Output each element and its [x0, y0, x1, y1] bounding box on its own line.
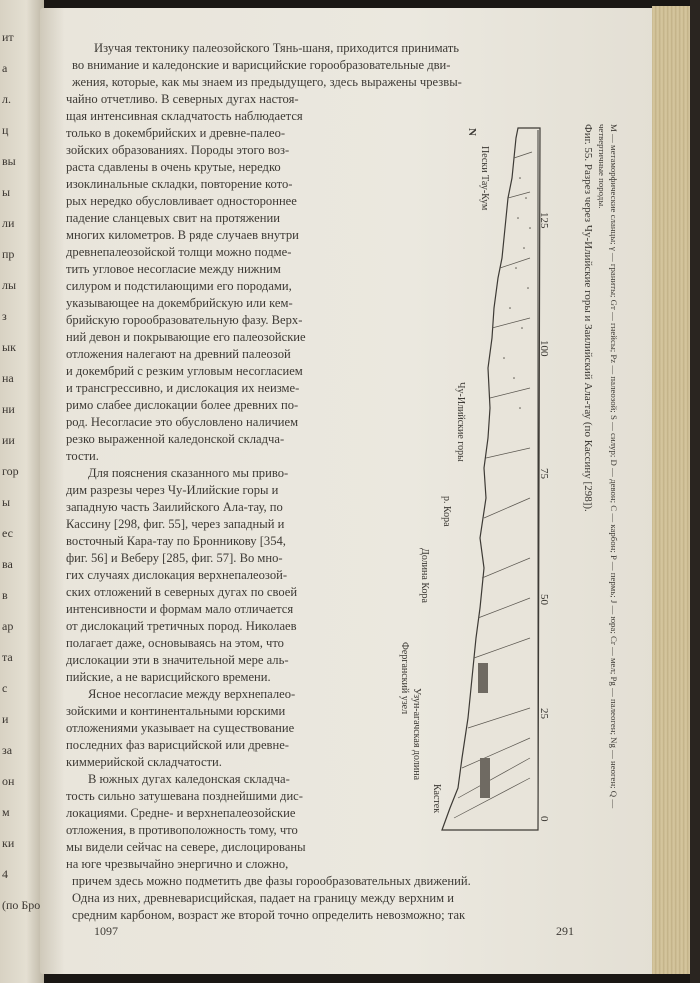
column-line: римо слабее дислокации более древних по- [66, 398, 299, 412]
place-label: Чу-Илийские горы [455, 382, 466, 462]
scale-tick-label: 75 [538, 468, 550, 479]
left-page-fragment: гор [2, 464, 19, 478]
column-line: Кассину [298, фиг. 55], через западный и [66, 517, 285, 531]
column-line: гих случаях дислокация верхнепалеозой- [66, 568, 288, 582]
column-line: пийские, а не варисцийского времени. [66, 670, 271, 684]
left-page-fragment: лы [2, 278, 17, 292]
left-page-fragment: ли [2, 216, 15, 230]
column-line: восточный Кара-тау по Бронникову [354, [66, 534, 286, 548]
column-line: раста сдавлены в очень крутые, нередко [66, 160, 281, 174]
left-page-fragment: ык [2, 340, 16, 354]
column-line: мы видели сейчас на севере, дислоцированы [66, 840, 306, 854]
north-label: N [466, 128, 478, 136]
closing-line: Одна из них, древневарисцийская, падает на границу между верхним и [72, 891, 454, 905]
column-line: многих километров. В ряде случаев внутри [66, 228, 299, 242]
left-page-fragment: ва [2, 557, 13, 571]
scale-tick-label: 25 [538, 708, 550, 719]
column-line: киммерийской складчатости. [66, 755, 222, 769]
profile-outline [442, 128, 540, 830]
figure-caption: Фиг. 55. Разрез через Чу-Илийские горы и Заилийский Ала-тау (по Кассину [298]). [582, 124, 594, 512]
left-page-fragment: ес [2, 526, 13, 540]
place-label: Ферганский узел [399, 642, 410, 715]
column-line: отложениями указывает на существование [66, 721, 295, 735]
column-line: локациями. Средне- и верхнепалеозойские [66, 806, 296, 820]
column-line: фиг. 56] и Веберу [285, фиг. 57]. Во мно- [66, 551, 283, 565]
column-line: от дислокаций третичных пород. Николаев [66, 619, 297, 633]
left-page-fragment: л. [2, 92, 11, 106]
left-page-fragment: ит [2, 30, 14, 44]
left-page-fragment: з [2, 309, 7, 323]
column-line: тить угловое несогласие между нижним [66, 262, 281, 276]
left-page-fragment: ии [2, 433, 15, 447]
left-page-fragment: ы [2, 495, 11, 509]
column-line: резко выраженной каледонской складча- [66, 432, 285, 446]
left-page-fragment: 4 [2, 867, 8, 881]
intro-paragraph [72, 40, 650, 91]
column-line: силуром и подстилающими его породами, [66, 279, 292, 293]
closing-paragraph [72, 873, 650, 924]
dark-band [478, 663, 488, 693]
column-line: и трансгрессивно, и дислокация их неизме- [66, 381, 300, 395]
place-label: Кастек [431, 784, 442, 814]
column-line: и докембрий с резким угловым несогласием [66, 364, 303, 378]
column-line: род. Несогласие это обусловлено наличием [66, 415, 299, 429]
column-line: отложения налегают на древний палеозой [66, 347, 291, 361]
column-line: дим разрезы через Чу-Илийские горы и [66, 483, 279, 497]
left-page-edge [0, 0, 44, 983]
left-page-fragment: ни [2, 402, 15, 416]
column-line: изоклинальные складки, повторение кото- [66, 177, 293, 191]
column-line: интенсивности и формам мало отличается [66, 602, 294, 616]
column-line: зойских образованиях. Породы этого воз- [66, 143, 290, 157]
figure-55 [380, 118, 650, 838]
scale-tick-label: 0 [538, 816, 550, 822]
left-page-fragment: за [2, 743, 13, 757]
column-line: ний девон и покрывающие его палеозойские [66, 330, 306, 344]
column-line: зойскими и континентальными юрскими [66, 704, 286, 718]
left-page-fragment: он [2, 774, 15, 788]
left-page-fragment: ы [2, 185, 11, 199]
closing-line: средним карбоном, возраст же второй точно определить невозможно; так [72, 908, 466, 922]
column-line: последних фаз варисцийской или древне- [66, 738, 289, 752]
place-label: р. Кора [441, 496, 452, 527]
column-text [66, 91, 366, 873]
column-line: рых нередко обусловливает одностороннее [66, 194, 297, 208]
place-label: Пески Тау-Кум [479, 146, 490, 211]
left-page-fragment: на [2, 371, 14, 385]
intro-line: жения, которые, как мы знаем из предыдущего, здесь выражены чрезвы- [72, 75, 462, 89]
scale-tick-label: 50 [538, 594, 550, 605]
left-page-fragment: та [2, 650, 13, 664]
column-line: дислокации эти в значительной мере аль- [66, 653, 289, 667]
left-page-fragment: ки [2, 836, 15, 850]
left-page-fragment: ар [2, 619, 14, 633]
column-line: указывающее на докембрийскую или кем- [66, 296, 293, 310]
left-page-fragment: а [2, 61, 8, 75]
column-line: полагает даже, основываясь на этом, что [66, 636, 284, 650]
column-line: В южных дугах каледонская складча- [88, 772, 290, 786]
left-page-fragment: с [2, 681, 8, 695]
left-page-fragment: ц [2, 123, 9, 137]
left-page-fragment: в [2, 588, 8, 602]
column-line: ских отложений в северных дугах по своей [66, 585, 298, 599]
column-line: тости. [66, 449, 99, 463]
column-line: отложения, в противоположность тому, что [66, 823, 298, 837]
scale-tick-label: 125 [538, 212, 550, 229]
closing-line: причем здесь можно подметить две фазы горообразовательных движений. [72, 874, 471, 888]
left-page-fragment: вы [2, 154, 16, 168]
folio-right: 291 [556, 924, 574, 938]
figure-legend: М — метаморфические сланцы; γ — граниты; Gт — гнейсы; Pz — палеозой; S — силур; D — девон; C — карбон; P — пермь; J — юра; Cr — мел; Pg — палеоген; Ng — неоген; Q — четвертичные породы. [597, 124, 619, 809]
left-page-fragment: пр [2, 247, 15, 261]
column-line: на юге чрезвычайно энергично и сложно, [66, 857, 289, 871]
scale-tick-label: 100 [538, 340, 550, 357]
folio-left: 1097 [94, 924, 118, 938]
left-page-fragment: (по Бро [2, 898, 41, 912]
column-line: Для пояснения сказанного мы приво- [88, 466, 289, 480]
background-strip [690, 0, 700, 983]
column-line: тость сильно затушевана позднейшими дис- [66, 789, 303, 803]
column-line: древнепалеозойской толщи можно подме- [66, 245, 292, 259]
page-stack-edge [652, 6, 692, 974]
place-label: Долина Кора [419, 548, 430, 603]
column-line: западную часть Заилийского Ала-тау, по [66, 500, 283, 514]
place-label: Узун-агачская долина [411, 688, 422, 781]
column-line: Ясное несогласие между верхнепалео- [88, 687, 296, 701]
column-line: только в докембрийских и древне-палео- [66, 126, 286, 140]
column-line: падение сланцевых свит на протяжении [66, 211, 280, 225]
intro-line: во внимание и каледонские и варисцийские горообразовательные дви- [72, 58, 451, 72]
left-page-fragment: и [2, 712, 9, 726]
left-page-fragment: м [2, 805, 10, 819]
column-line: щая интенсивная складчатость наблюдается [66, 109, 303, 123]
dark-band [480, 758, 490, 798]
column-line: чайно отчетливо. В северных дугах настоя- [66, 92, 299, 106]
column-line: брийскую горообразовательную фазу. Верх- [66, 313, 303, 327]
intro-line: Изучая тектонику палеозойского Тянь-шаня, приходится принимать [94, 41, 460, 55]
